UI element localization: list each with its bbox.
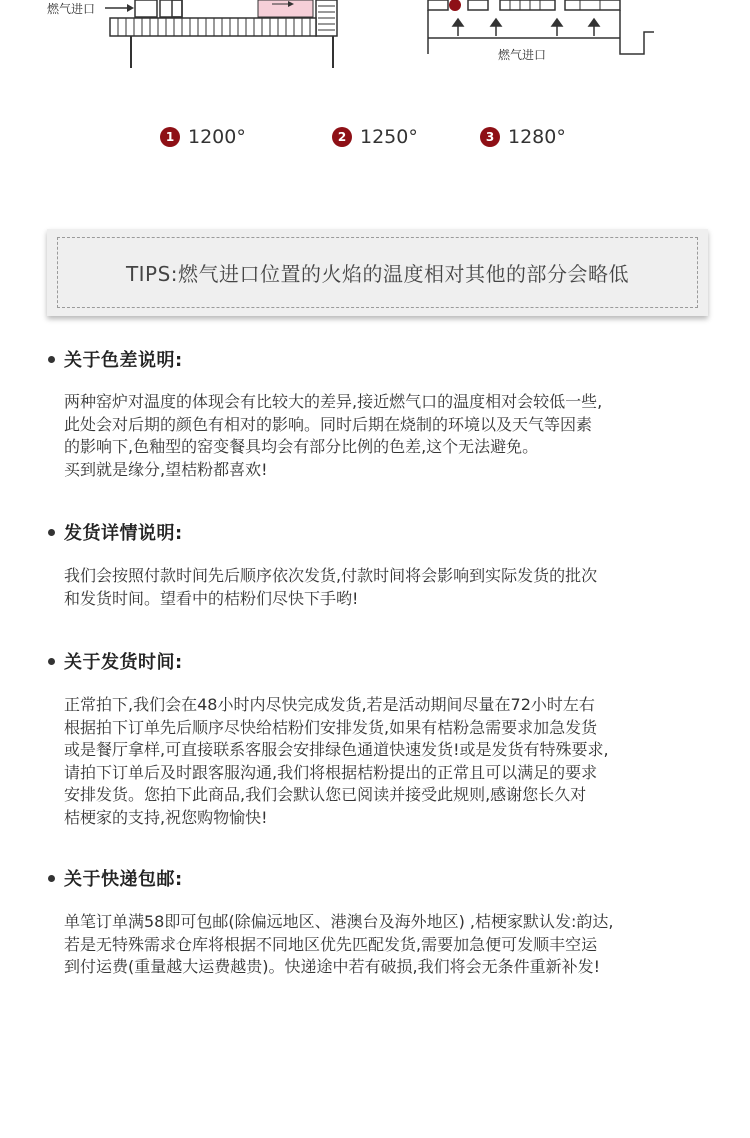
bullet-dot-icon [48,356,55,363]
section-title: 关于快递包邮: [64,869,183,890]
body-line: 桔梗家的支持,祝您购物愉快! [64,807,268,827]
temperature-legend [0,124,750,150]
gas-inlet-label-left: 燃气进口 [47,2,96,16]
gas-inlet-label-right: 燃气进口 [498,48,547,62]
section-body [64,911,704,979]
body-line: 安排发货。您拍下此商品,我们会默认您已阅读并接受此规则,感谢您长久对 [64,785,587,804]
body-line: 两种窑炉对温度的体现会有比较大的差异,接近燃气口的温度相对会较低一些, [64,392,603,411]
section-title: 发货详情说明: [64,523,183,544]
body-line: 或是餐厅拿样,可直接联系客服会安排绿色通道快速发货!或是发货有特殊要求, [64,740,609,759]
body-line: 买到就是缘分,望桔粉都喜欢! [64,459,268,479]
kiln-diagram [0,0,750,75]
legend-item-3 [480,124,566,150]
bullet-dot-icon [48,529,55,536]
section-title: 关于发货时间: [64,652,183,673]
body-line: 的影响下,色釉型的窑变餐具均会有部分比例的色差,这个无法避免。 [64,437,539,456]
body-line: 此处会对后期的颜色有相对的影响。同时后期在烧制的环境以及天气等因素 [64,414,593,434]
section-heading [48,649,183,673]
body-line: 和发货时间。望看中的桔粉们尽快下手哟! [64,588,359,608]
legend-temperature: 1200° [188,126,246,148]
section-title: 关于色差说明: [64,350,183,371]
body-line: 若是无特殊需求仓库将根据不同地区优先匹配发货,需要加急便可发顺丰空运 [64,934,598,954]
body-line: 根据拍下订单先后顺序尽快给桔粉们安排发货,如果有桔粉急需要求加急发货 [64,717,598,737]
tips-box [47,229,708,316]
body-line: 单笔订单满58即可包邮(除偏远地区、港澳台及海外地区) ,桔梗家默认发:韵达, [64,912,614,931]
section-body [64,391,704,481]
legend-temperature: 1250° [360,126,418,148]
legend-item-2 [332,124,418,150]
legend-number-badge: 1 [160,127,180,147]
section-body [64,565,704,610]
legend-item-1 [160,124,246,150]
body-line: 我们会按照付款时间先后顺序依次发货,付款时间将会影响到实际发货的批次 [64,566,598,585]
bullet-dot-icon [48,658,55,665]
legend-number-badge: 3 [480,127,500,147]
section-body [64,694,704,829]
legend-number-badge: 2 [332,127,352,147]
section-heading [48,866,183,890]
body-line: 请拍下订单后及时跟客服沟通,我们将根据桔粉提出的正常且可以满足的要求 [64,762,598,782]
tips-text: TIPS:燃气进口位置的火焰的温度相对其他的部分会略低 [125,262,630,286]
section-heading [48,520,183,544]
kiln-diagram-drawing [0,0,750,75]
body-line: 到付运费(重量越大运费越贵)。快递途中若有破损,我们将会无条件重新补发! [64,957,600,976]
section-heading [48,347,183,371]
bullet-dot-icon [48,875,55,882]
legend-temperature: 1280° [508,126,566,148]
tips-dashed-frame [57,237,698,308]
body-line: 正常拍下,我们会在48小时内尽快完成发货,若是活动期间尽量在72小时左右 [64,695,595,714]
left-kiln-diagram [105,0,337,68]
